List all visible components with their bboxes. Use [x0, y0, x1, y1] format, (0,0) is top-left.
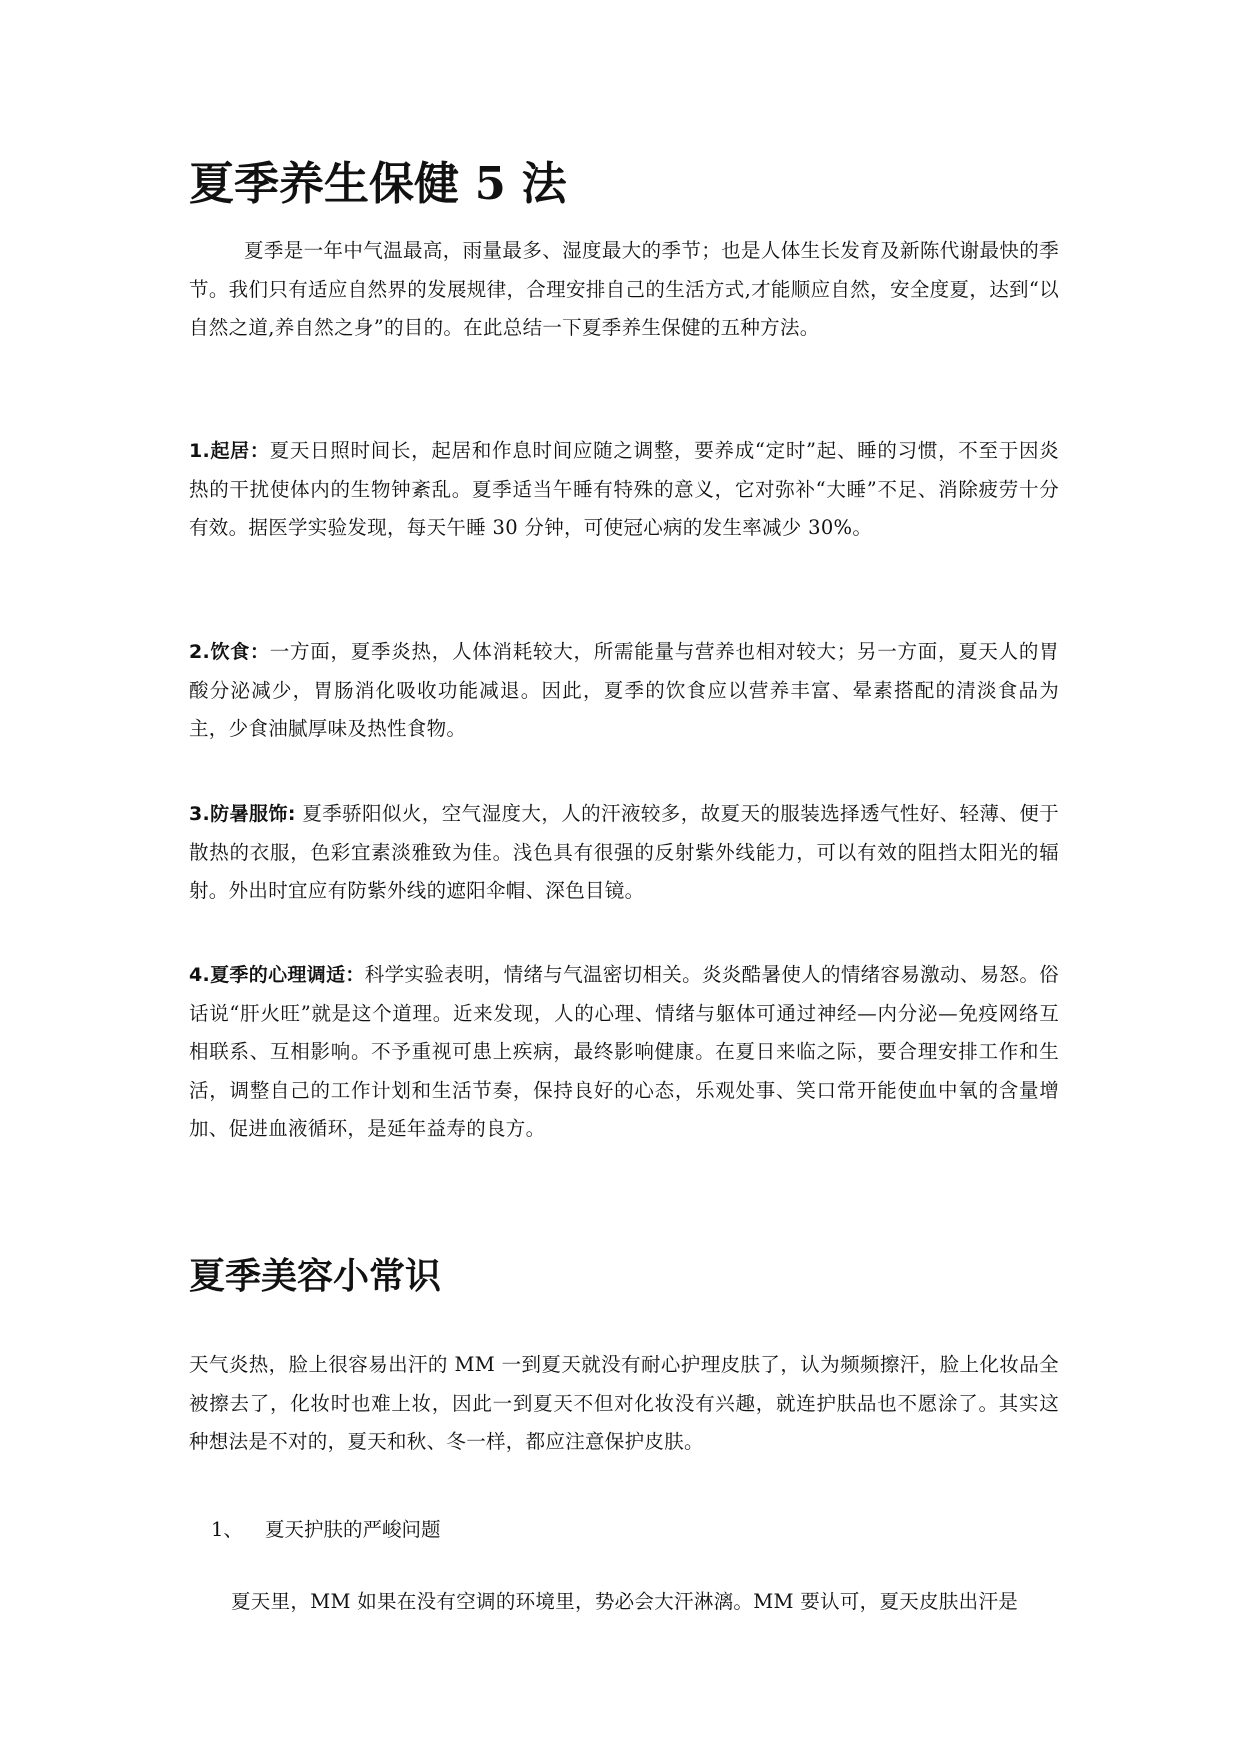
intro-paragraph: 夏季是一年中气温最高，雨量最多、湿度最大的季节；也是人体生长发育及新陈代谢最快的季节。我们只有适应自然界的发展规律，合理安排自己的生活方式,才能顺应自然，安全度夏，达到“以自然之道,养自然之身”的目的。在此总结一下夏季养生保健的五种方法。	[189, 239, 1059, 339]
list-heading: 夏天护肤的严峻问题	[265, 1518, 441, 1541]
section-text: 夏天日照时间长，起居和作息时间应随之调整，要养成“定时”起、睡的习惯，不至于因炎热的干扰使体内的生物钟紊乱。夏季适当午睡有特殊的意义，它对弥补“大睡”不足、消除疲劳十分有效。据医学实验发现，每天午睡 30 分钟，可使冠心病的发生率减少 30%。	[189, 439, 1059, 539]
section-text: 科学实验表明，情绪与气温密切相关。炎炎酷暑使人的情绪容易激动、易怒。俗话说“肝火旺”就是这个道理。近来发现，人的心理、情绪与躯体可通过神经—内分泌—免疫网络互相联系、互相影响。不予重视可患上疾病，最终影响健康。在夏日来临之际，要合理安排工作和生活，调整自己的工作计划和生活节奏，保持良好的心态，乐观处事、笑口常开能使血中氧的含量增加、促进血液循环，是延年益寿的良方。	[189, 963, 1059, 1140]
section-text: 夏季骄阳似火，空气湿度大，人的汗液较多，故夏天的服装选择透气性好、轻薄、便于散热的衣服，色彩宜素淡雅致为佳。浅色具有很强的反射紫外线能力，可以有效的阻挡太阳光的辐射。外出时宜应有防紫外线的遮阳伞帽、深色目镜。	[189, 802, 1059, 902]
section-label: 2.饮食：	[189, 641, 270, 663]
list-item	[211, 1511, 441, 1550]
section-text: 一方面，夏季炎热，人体消耗较大，所需能量与营养也相对较大；另一方面，夏天人的胃酸分泌减少，胃肠消化吸收功能减退。因此，夏季的饮食应以营养丰富、晕素搭配的清淡食品为主，少食油腻厚味及热性食物。	[189, 640, 1059, 740]
article-title: 夏季养生保健 5 法	[189, 157, 567, 210]
section-label: 4.夏季的心理调适：	[189, 964, 365, 986]
section-label: 1.起居：	[189, 440, 270, 462]
article-title: 夏季美容小常识	[189, 1255, 442, 1297]
section-paragraph	[189, 432, 1059, 548]
section-paragraph	[189, 633, 1059, 749]
section-label: 3.防暑服饰:	[189, 803, 296, 825]
intro-paragraph: 天气炎热，脸上很容易出汗的 MM 一到夏天就没有耐心护理皮肤了，认为频频擦汗，脸上化妆品全被擦去了，化妆时也难上妆，因此一到夏天不但对化妆没有兴趣，就连护肤品也不愿涂了。其实这种想法是不对的，夏天和秋、冬一样，都应注意保护皮肤。	[189, 1353, 1059, 1453]
section-paragraph	[189, 956, 1059, 1149]
body-paragraph: 夏天里，MM 如果在没有空调的环境里，势必会大汗淋漓。MM 要认可，夏天皮肤出汗是	[231, 1590, 1019, 1613]
list-number: 1、	[211, 1518, 243, 1541]
section-paragraph	[189, 795, 1059, 911]
document-page	[189, 0, 1059, 1754]
